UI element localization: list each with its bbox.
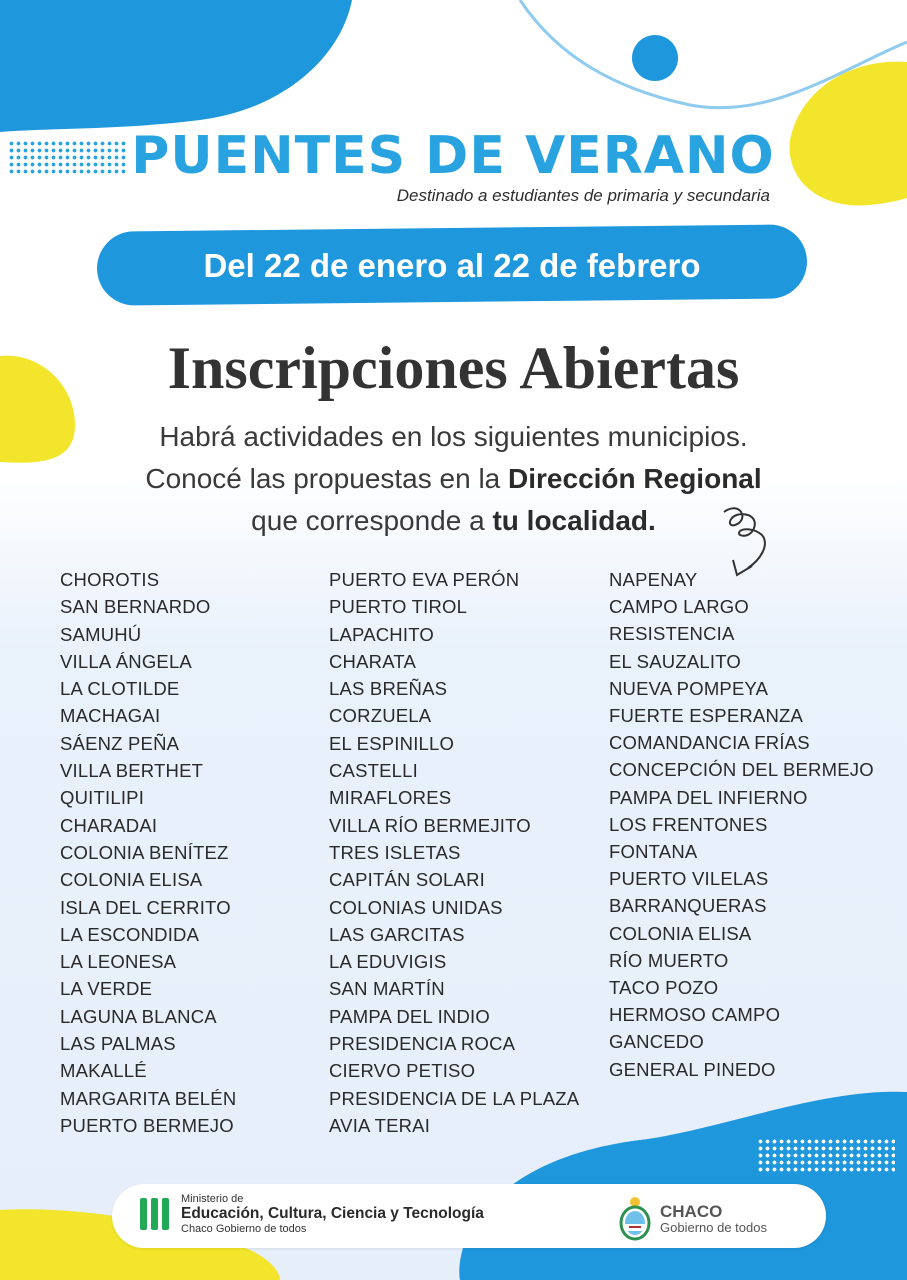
municipio-item: PUERTO BERMEJO (60, 1114, 234, 1136)
municipio-item: FUERTE ESPERANZA (609, 705, 804, 727)
municipio-item: LAS BREÑAS (329, 678, 448, 700)
municipio-item: BARRANQUERAS (609, 895, 767, 917)
subtitle: Destinado a estudiantes de primaria y secundaria (396, 186, 770, 205)
municipio-item: AVIA TERAI (329, 1114, 431, 1136)
municipio-item: NAPENAY (609, 569, 698, 590)
municipio-item: SAMUHÚ (60, 623, 142, 645)
info-line-3-text: que corresponde a (251, 505, 493, 536)
heading: Inscripciones Abiertas (167, 335, 740, 401)
municipio-item: LAS PALMAS (60, 1033, 176, 1055)
municipio-item: LA VERDE (60, 978, 153, 1000)
municipio-item: CHOROTIS (60, 569, 160, 590)
ministry-sub-label: Chaco Gobierno de todos (181, 1223, 307, 1235)
info-text (40, 416, 867, 542)
municipio-item: QUITILIPI (60, 787, 145, 809)
municipio-item: CAMPO LARGO (609, 596, 749, 618)
municipio-item: LAGUNA BLANCA (60, 1005, 217, 1027)
municipio-item: RÍO MUERTO (609, 949, 729, 971)
info-line-3 (40, 500, 867, 542)
municipio-item: PRESIDENCIA ROCA (329, 1033, 516, 1055)
municipio-item: COMANDANCIA FRÍAS (609, 732, 810, 754)
municipio-item: GENERAL PINEDO (609, 1058, 776, 1080)
municipio-item: COLONIA BENÍTEZ (60, 841, 229, 863)
municipio-item: CHARATA (329, 650, 417, 672)
municipio-item: LOS FRENTONES (609, 813, 768, 835)
municipio-item: LAPACHITO (329, 623, 434, 645)
municipio-item: PUERTO EVA PERÓN (329, 569, 520, 590)
municipio-item: MARGARITA BELÉN (60, 1087, 237, 1109)
municipio-item: MACHAGAI (60, 705, 161, 727)
municipio-item: EL ESPINILLO (329, 732, 455, 754)
top-blue-dot (632, 35, 678, 81)
municipio-item: CORZUELA (329, 705, 432, 727)
municipio-item: COLONIA ELISA (609, 922, 752, 944)
info-line-3-bold: tu localidad. (492, 505, 656, 536)
municipio-item: LA CLOTILDE (60, 678, 180, 700)
municipio-item: SAN MARTÍN (329, 978, 445, 1000)
municipio-item: PAMPA DEL INDIO (329, 1005, 490, 1027)
page-title: PUENTES DE VERANO (131, 126, 775, 186)
municipio-item: PRESIDENCIA DE LA PLAZA (329, 1087, 580, 1109)
municipio-item: RESISTENCIA (609, 623, 735, 645)
municipio-item: PUERTO VILELAS (609, 868, 769, 890)
chaco-sub-label: Gobierno de todos (660, 1220, 767, 1235)
municipio-item: VILLA BERTHET (60, 760, 204, 782)
top-left-blue-blob (0, 0, 352, 132)
municipio-item: COLONIA ELISA (60, 869, 203, 891)
municipio-item: NUEVA POMPEYA (609, 677, 769, 699)
municipio-item: MIRAFLORES (329, 787, 452, 809)
municipios-column-2 (329, 566, 579, 1139)
municipio-item: MAKALLÉ (60, 1060, 147, 1082)
chaco-seal-icon (616, 1194, 654, 1242)
municipio-item: LA ESCONDIDA (60, 923, 200, 945)
ministry-logo-icon (140, 1198, 170, 1230)
municipio-item: PAMPA DEL INFIERNO (609, 786, 808, 808)
municipio-item: TRES ISLETAS (329, 841, 461, 863)
municipio-item: PUERTO TIROL (329, 596, 468, 618)
municipio-item: VILLA RÍO BERMEJITO (329, 814, 531, 836)
info-line-2-text: Conocé las propuestas en la (145, 463, 509, 494)
municipio-item: EL SAUZALITO (609, 650, 741, 672)
municipio-item: SAN BERNARDO (60, 596, 211, 618)
ministry-top-label: Ministerio de (181, 1193, 244, 1205)
dot-pattern-left (8, 140, 126, 174)
chaco-name: CHACO (660, 1202, 723, 1221)
ministry-name: Educación, Cultura, Ciencia y Tecnología (181, 1205, 484, 1222)
municipio-item: TACO POZO (609, 977, 719, 999)
municipio-item: FONTANA (609, 841, 698, 863)
municipio-item: CONCEPCIÓN DEL BERMEJO (609, 759, 874, 781)
municipio-item: LA EDUVIGIS (329, 951, 447, 973)
info-line-2-bold: Dirección Regional (508, 463, 762, 494)
date-range: Del 22 de enero al 22 de febrero (203, 247, 701, 284)
municipios-column-3 (609, 566, 874, 1083)
municipio-item: LAS GARCITAS (329, 923, 465, 945)
municipios-column-1 (60, 566, 236, 1139)
info-line-2 (40, 458, 867, 500)
municipio-item: GANCEDO (609, 1031, 704, 1053)
municipio-item: COLONIAS UNIDAS (329, 896, 503, 918)
dot-pattern-right (757, 1138, 895, 1174)
municipio-item: VILLA ÁNGELA (60, 650, 192, 672)
municipio-item: CASTELLI (329, 760, 418, 782)
municipio-item: CIERVO PETISO (329, 1060, 476, 1082)
info-line-1: Habrá actividades en los siguientes municipios. (159, 421, 748, 452)
municipio-item: SÁENZ PEÑA (60, 732, 180, 754)
municipio-item: ISLA DEL CERRITO (60, 896, 231, 918)
municipio-item: CAPITÁN SOLARI (329, 869, 485, 891)
top-right-yellow-blob (790, 62, 907, 206)
municipio-item: HERMOSO CAMPO (609, 1004, 781, 1026)
municipio-item: LA LEONESA (60, 951, 177, 973)
municipio-item: CHARADAI (60, 814, 158, 836)
